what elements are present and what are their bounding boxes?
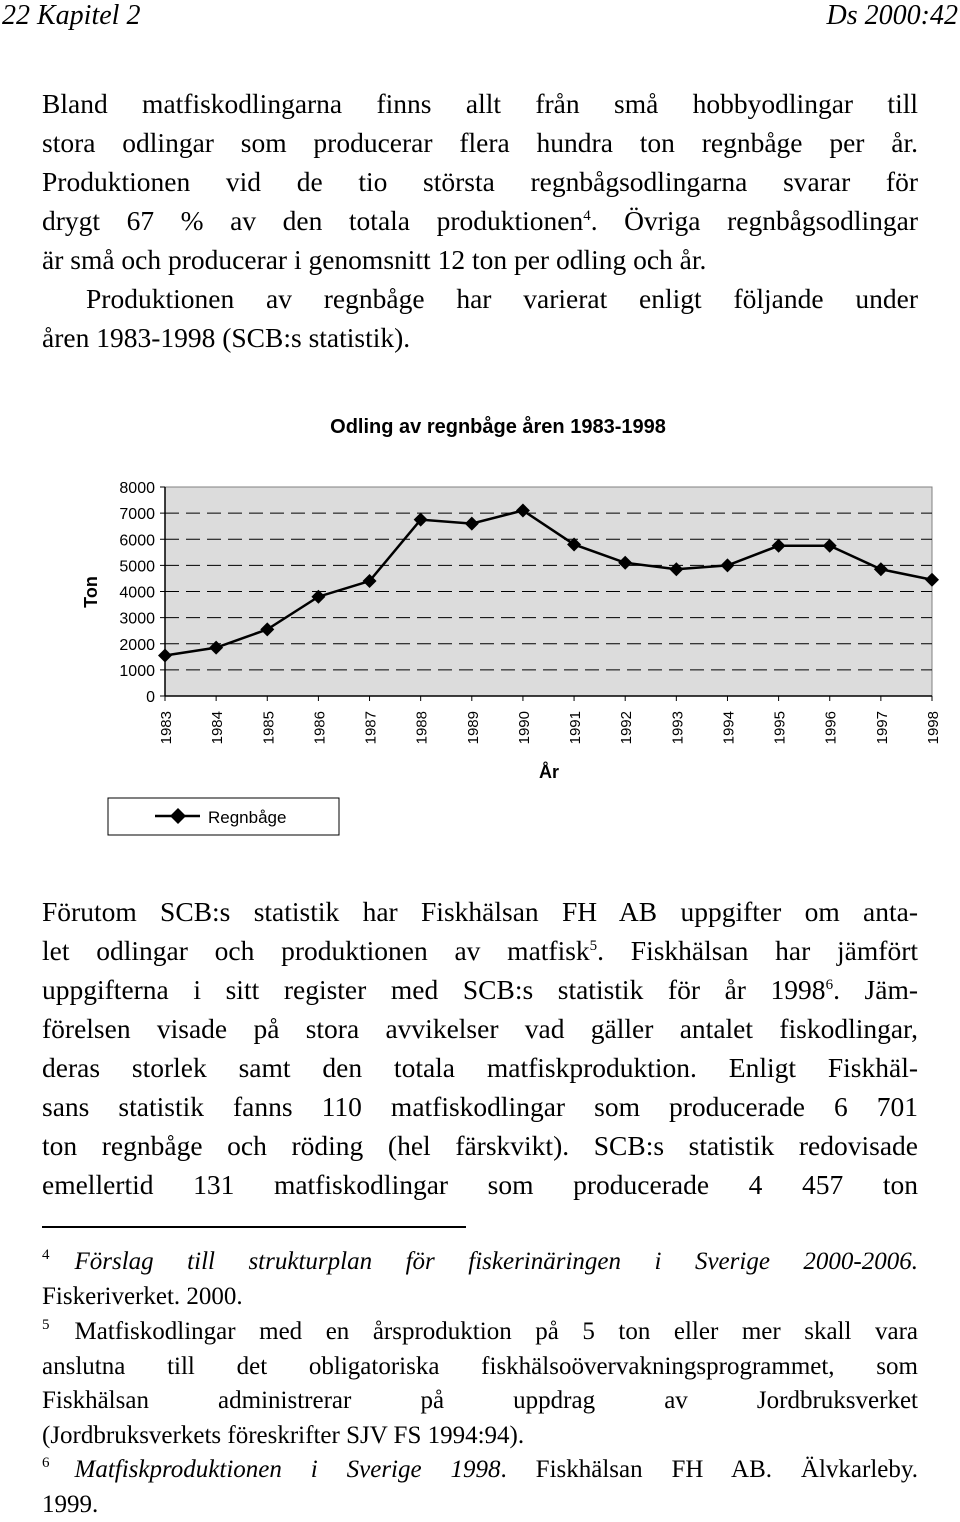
y-tick-label: 7000 (119, 506, 155, 523)
x-tick-label: 1984 (209, 711, 226, 744)
text-line (42, 201, 918, 240)
x-tick-label: 1995 (772, 711, 789, 744)
footnote-6 (42, 1453, 918, 1522)
x-tick-label: 1985 (260, 711, 277, 744)
x-tick-label: 1991 (567, 711, 584, 744)
text-line: deras storlek samt den totala matfiskproduktion. Enligt Fiskhäl- (42, 1048, 918, 1087)
footnote-number: 6 (42, 1455, 50, 1471)
footnote-line: 1999. (42, 1488, 918, 1522)
text-line (42, 970, 918, 1009)
y-tick-label: 1000 (119, 663, 155, 680)
x-tick-label: 1992 (618, 711, 635, 744)
y-tick-label: 3000 (119, 611, 155, 628)
text-line: förelsen visade på stora avvikelser vad gäller antalet fiskodlingar, (42, 1009, 918, 1048)
text-run: . Fiskhälsan har jämfört (597, 935, 918, 966)
text-run: Matfiskodlingar med en årsproduktion på 5 ton eller mer skall vara (75, 1318, 919, 1345)
text-line (42, 931, 918, 970)
footnote-title: Matfiskproduktionen i Sverige 1998 (75, 1456, 501, 1483)
x-tick-label: 1987 (363, 711, 380, 744)
line-chart-svg (0, 390, 960, 850)
text-line: Produktionen av regnbåge har varierat enligt följande under (42, 279, 918, 318)
text-run: . Jäm- (833, 974, 918, 1005)
chart-title: Odling av regnbåge åren 1983-1998 (330, 415, 666, 438)
page-header (0, 0, 960, 40)
x-tick-label: 1983 (158, 711, 175, 744)
x-tick-label: 1997 (874, 711, 891, 744)
y-tick-label: 4000 (119, 585, 155, 602)
footnote-number: 5 (42, 1317, 50, 1333)
footnote-5 (42, 1315, 918, 1453)
production-chart (0, 390, 960, 850)
footnote-title: Förslag till strukturplan för fiskerinäringen i Sverige 2000-2006. (75, 1248, 919, 1275)
document-id: Ds 2000:42 (827, 0, 958, 32)
text-run: . Fiskhälsan FH AB. Älvkarleby. (501, 1456, 918, 1483)
footnote-ref-4: 4 (583, 208, 591, 224)
legend-label: Regnbåge (208, 808, 286, 827)
intro-paragraph-2 (42, 279, 918, 357)
y-axis-label: Ton (81, 576, 101, 608)
footnote-line (42, 1315, 918, 1350)
footnote-line (42, 1453, 918, 1488)
x-tick-label: 1993 (669, 711, 686, 744)
footnote-number: 4 (42, 1247, 50, 1263)
y-tick-label: 0 (146, 689, 155, 706)
footnote-ref-5: 5 (590, 938, 598, 954)
text-line: ton regnbåge och röding (hel färskvikt). SCB:s statistik redovisade (42, 1126, 918, 1165)
footnote-line: Fiskhälsan administrerar på uppdrag av Jordbruksverket (42, 1384, 918, 1419)
text-line: Produktionen vid de tio största regnbågsodlingarna svarar för (42, 162, 918, 201)
text-line: stora odlingar som producerar flera hundra ton regnbåge per år. (42, 123, 918, 162)
y-tick-label: 8000 (119, 480, 155, 497)
x-tick-label: 1994 (720, 711, 737, 744)
footnote-line: Fiskeriverket. 2000. (42, 1280, 918, 1315)
footnote-4 (42, 1245, 918, 1314)
x-tick-label: 1996 (823, 711, 840, 744)
footnote-separator (42, 1226, 466, 1228)
text-line: är små och producerar i genomsnitt 12 ton per odling och år. (42, 240, 918, 279)
footnote-line: (Jordbruksverkets föreskrifter SJV FS 1994:94). (42, 1419, 918, 1454)
x-tick-label: 1986 (311, 711, 328, 744)
y-tick-label: 2000 (119, 637, 155, 654)
page-number-chapter: 22 Kapitel 2 (2, 0, 140, 32)
text-line: Förutom SCB:s statistik har Fiskhälsan FH AB uppgifter om anta- (42, 892, 918, 931)
x-tick-label: 1990 (516, 711, 533, 744)
x-tick-label: 1988 (414, 711, 431, 744)
text-line: Bland matfiskodlingarna finns allt från små hobbyodlingar till (42, 84, 918, 123)
text-run: drygt 67 % av den totala produktionen (42, 205, 583, 236)
text-line: emellertid 131 matfiskodlingar som producerade 4 457 ton (42, 1165, 918, 1204)
x-tick-label: 1998 (925, 711, 942, 744)
body-paragraph (42, 892, 918, 1204)
footnote-ref-6: 6 (826, 977, 834, 993)
chart-legend (108, 798, 339, 835)
y-tick-label: 5000 (119, 558, 155, 575)
intro-paragraph (42, 84, 918, 279)
text-line: sans statistik fanns 110 matfiskodlingar som producerade 6 701 (42, 1087, 918, 1126)
y-tick-label: 6000 (119, 532, 155, 549)
footnote-line: anslutna till det obligatoriska fiskhälsoövervakningsprogrammet, som (42, 1350, 918, 1385)
text-run: uppgifterna i sitt register med SCB:s statistik för år 1998 (42, 974, 826, 1005)
text-run: let odlingar och produktionen av matfisk (42, 935, 590, 966)
x-tick-label: 1989 (465, 711, 482, 744)
footnote-line (42, 1245, 918, 1280)
x-axis-label: År (539, 762, 559, 782)
text-run: . Övriga regnbågsodlingar (591, 205, 918, 236)
text-line: åren 1983-1998 (SCB:s statistik). (42, 318, 918, 357)
